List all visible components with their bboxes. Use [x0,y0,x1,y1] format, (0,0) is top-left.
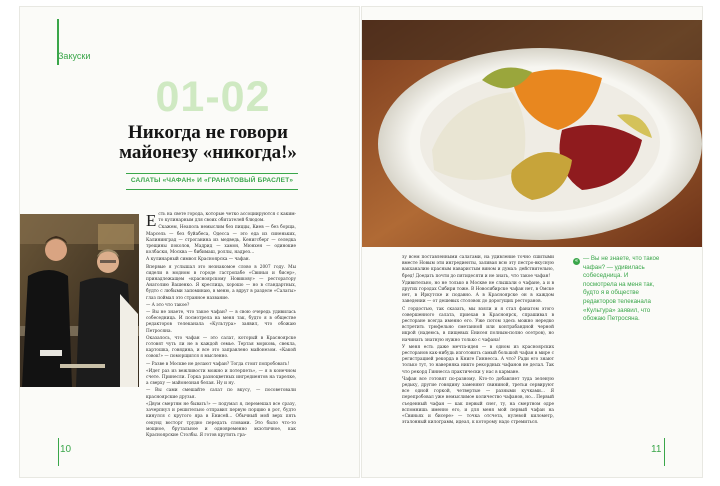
right-text-column [402,255,554,445]
drop-cap: Е [146,211,157,230]
right-page [361,6,703,478]
paragraph: У меня есть даже мечта-идея — в одном из красноярских ресторанов как-нибудь изготовить самый большой чафан в мире с регистрацией рекорда в Книге Гиннесса. А что? Ради его знают только тут, то наверняка никто рекордных чафанов не делал. Так что рекорд Гиннесса практически у нас в кармане. [402,344,554,375]
paragraph: «Двум смертям не бывать!» — подумал я, перемешал все сразу, зачерпнул и решительно отправил первую порцию в рот, будто кинулся с крутого яра в Енисей... Обычный мой верх пять секунд восторг трудно передать словами. Это было что-то мощное, брутальное и одновременно экзотичное, как Красноярские Столбы. Я готов крутить гра- [146,401,296,438]
section-label: Закуски [58,51,91,61]
paragraph: Скажем, Неаполь немыслим без пиццы, Киев — без борща, Марсель — без буйабеса, Одесса — это еда из синеньких, Калининград — строганина из медведь, Кенигсберг — селедка трещины поколов, Мадрид — хамон, Мюнхен — одинокие колбаски, Москва — бибимаш, роллы, надрез... [146,225,296,256]
article-title [92,123,324,163]
title-line-1: Никогда не говори [128,122,288,143]
paragraph: — А это что такое? [146,302,190,308]
left-text-column [146,212,296,437]
paragraph: С гордостью, так сказать, мы взяли и я стал фанатом этого совершенного салата, приехав в Красноярск, спрашивал в ресторане всегда именно его. Уже потом здесь можно нередко встретить трюфельно сметанной или контрабандной черной икрой (надеюсь, в пищевых Енисея полным-полно осетров), но начинать знатную нужно только с чафана! [402,306,554,343]
pull-quote: — Вы не знаете, что такое чафан? — удивилась собеседница. И посмотрела на меня так, будто я в обществе редакторов телеканала «Культура» заявил, что обожаю Петросяна. [583,255,660,323]
quote-icon: « [573,258,580,265]
paragraph: Оказалось, что чафан — это салат, который в Красноярске готовят чуть ли не в каждой семье. Тертая морковь, свекла, картошка, говядина, и все это заправлено майонезом. «Какой совок!» — поморщился я мысленно. [146,335,296,360]
paragraph: — Вы сами смешайте салат по вкусу, — посоветовали красноярские друзья. [146,388,296,400]
left-page [19,6,360,478]
chefs-photo [20,214,139,387]
paragraph: — Вы не знаете, что такое чафан? — в свою очередь удивилась собеседница. И посмотрела на меня так, будто я в обществе редакторов телеканала «Культура» заявил, что обожаю Петросяна. [146,310,296,334]
paragraph [146,211,296,230]
paragraph: Впервые я услышал это незнакомое слово в 2007 году. Мы сидели в модном в городе гастропабе «Свиньи и бисер», принадлежащем «красноярскому Новикову» — ресторатору Анатолию Вашенко. Я креслица, хорошо — но в стандартных, будто с любыми запоминаю, в меню, а вдруг в разделе «Салаты» глаз поймал это странное название. [146,264,296,301]
paragraph: — Разве в Москве не делают чафан? Тогда стоит попробовать! [146,361,290,367]
article-subtitle: САЛАТЫ «ЧАФАН» И «ГРАНАТОВЫЙ БРАСЛЕТ» [130,177,294,184]
paragraph: А кулинарный символ Красноярска — чафан. [146,257,251,263]
paragraph: зу всем поставленными салатами, на удивление точно сшитыми вместе Новым эти ингредиенты, заливая всю эту пестро-вкусную вакханалию красным наваристым вином и думал: действительно, бред! Доедать почти до пятидесяти и не знать, что такое чафан! [402,255,554,279]
folio-bar [58,438,59,466]
paragraph-text: сть на свете города, которые четко ассоциируются с каким-то кулинарным для своих обитателей блюдом. [158,212,296,224]
paragraph: Чафан все готовят по-разному. Кто-то добавляет туда зеленую редьку, другие говядину заменяют свининой, третьи сервируют все одной горкой, четвертые — разными кучками... Я перепробовал уже немыслимое количество чафанов, но... Первый съеденный чафан — как первый снег, ту, на смертном одре вспомнишь именно его, и для меня мой первый чафан на «Свиньях и бисере» — точка отсчета, нулевой километр, эталонный килограмм, идеал, к которому надо стремиться. [402,376,554,426]
page-number: 10 [60,444,72,455]
folio-bar [664,438,665,466]
paragraph: Удивительно, но не только в Москве не слышали о чафане, а и в других городах Сибири тоже. В Новосибирске чафан нет, в Омске нет, в Иркутске и подавно. А в Красноярске он в каждом заведении — от дешевых столовок до дорогущих ресторанов. [402,280,554,305]
paragraph: «Идет раз из вежливости можно и потерпеть», — я в конечном счете. Принесли. Горка разноцветных ингредиентов на тарелке, а сверху — майонезная белая. Ну и ну. [146,368,296,387]
subtitle-rule-top [126,173,298,174]
page-number: 11 [651,444,662,455]
recipe-number: 01-02 [155,73,271,121]
salad-photo [362,20,702,247]
subtitle-rule-bottom [126,189,298,190]
title-line-2: майонезу «никогда!» [119,142,297,163]
